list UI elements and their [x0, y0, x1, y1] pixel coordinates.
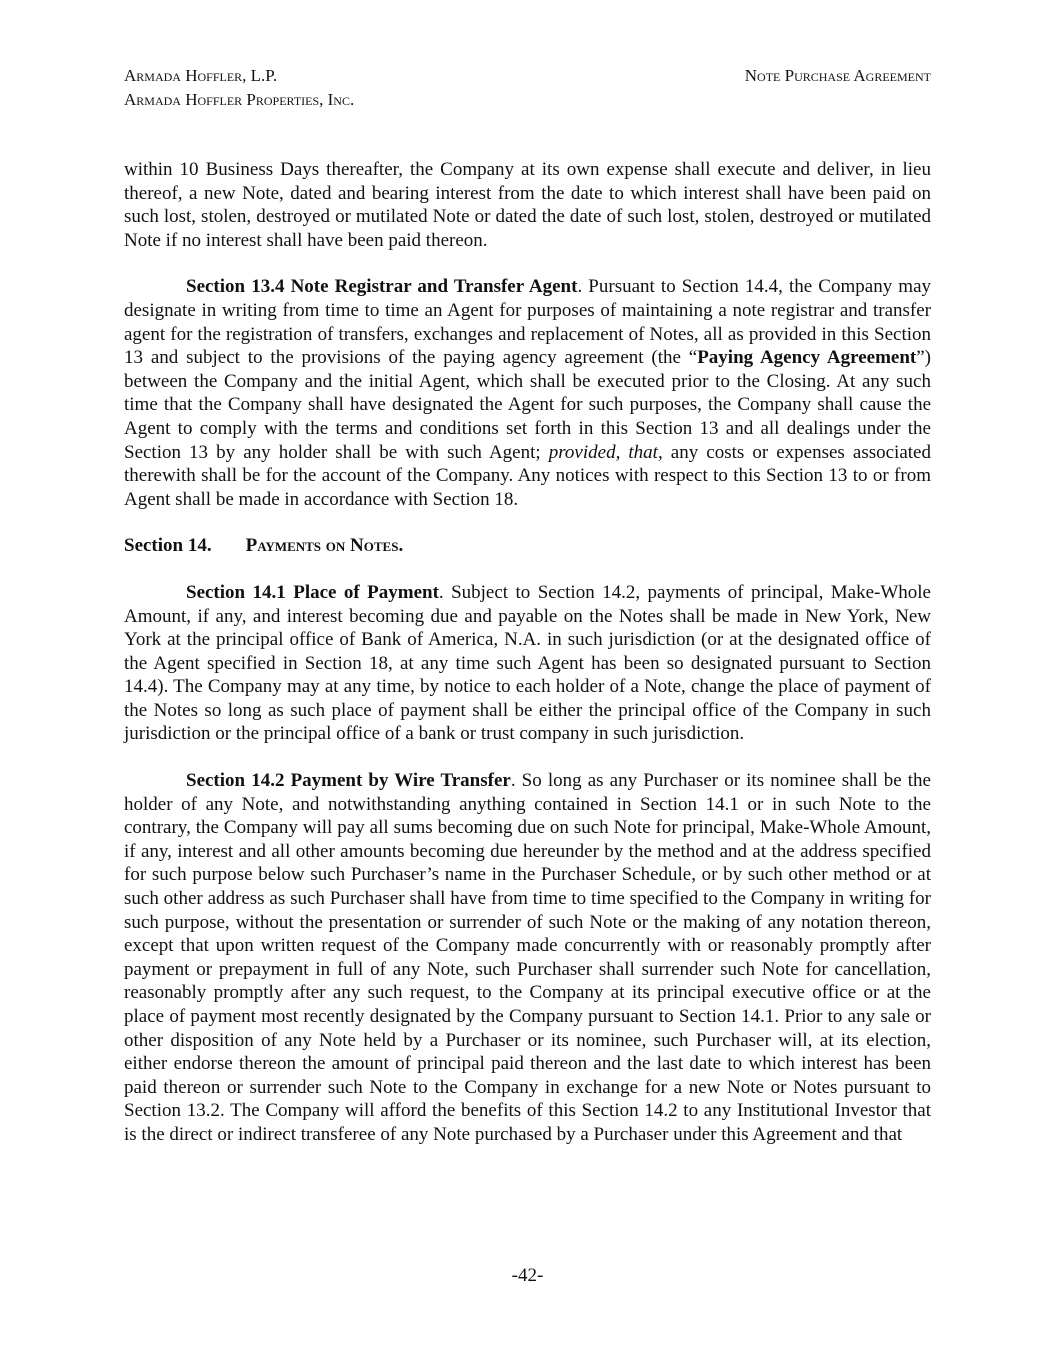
page-header [124, 64, 931, 112]
section-14-label: Section 14. [124, 535, 212, 557]
paragraph-continuation: within 10 Business Days thereafter, the Company at its own expense shall execute and deliver, in lieu thereof, a new Note, dated and bearing interest from the date to which interest shall have been paid on such lost, stolen, destroyed or mutilated Note or dated the date of such lost, stolen, destroyed or mutilated Note if no interest shall have been paid thereon. [124, 159, 931, 251]
section-13-4-text-c: any costs or expenses associated therewith shall be for the account of the Company. Any notices with respect to this Section 13 to or from Agent shall be made in accordance with Section 18. [124, 441, 931, 510]
header-parties [124, 64, 354, 112]
section-14-1 [124, 581, 931, 746]
section-14-1-heading: Section 14.1 Place of Payment [186, 581, 439, 603]
section-14-2-text: . So long as any Purchaser or its nominee shall be the holder of any Note, and notwithstanding anything contained in Section 14.1 or in such Note to the contrary, the Company will pay all sums becoming due on such Note for principal, Make-Whole Amount, if any, interest and all other amounts becoming due hereunder by the method and at the address specified for such purpose below such Purchaser’s name in the Purchaser Schedule, or by such other method or at such other address as such Purchaser shall have from time to time specified to the Company in writing for such purpose, without the presentation or surrender of such Note or the making of any notation thereon, except that upon written request of the Company made concurrently with or reasonably promptly after payment or prepayment in full of any Note, such Purchaser shall surrender such Note for cancellation, reasonably promptly after any such request, to the Company at its principal executive office or at the place of payment most recently designated by the Company pursuant to Section 14.1. Prior to any sale or other disposition of any Note held by a Purchaser or its nominee, such Purchaser will, at its election, either endorse thereon the amount of principal paid thereon and the last date to which interest has been paid thereon or surrender such Note to the Company in exchange for a new Note or Notes pursuant to Section 13.2. The Company will afford the benefits of this Section 14.2 to any Institutional Investor that is the direct or indirect transferee of any Note purchased by a Purchaser under this Agreement and that [124, 770, 931, 1145]
header-party-2: Armada Hoffler Properties, Inc. [124, 90, 355, 109]
document-page [124, 64, 931, 1170]
defined-term-paying-agency-agreement: Paying Agency Agreement [697, 347, 917, 369]
header-document-title: Note Purchase Agreement [744, 66, 931, 85]
section-14-title-end: . [398, 535, 404, 557]
section-13-4 [124, 275, 931, 511]
section-14-heading [124, 534, 931, 558]
section-14-2-heading: Section 14.2 Payment by Wire Transfer [186, 770, 511, 792]
section-14-title: Payments on Notes [245, 535, 399, 557]
page-number: -42- [511, 1265, 544, 1286]
section-13-4-heading: Section 13.4 Note Registrar and Transfer Agent [186, 276, 578, 298]
document-body [124, 158, 931, 1147]
header-party-1: Armada Hoffler, L.P. [124, 66, 278, 85]
section-14-1-text: . Subject to Section 14.2, payments of principal, Make-Whole Amount, if any, and interest becoming due and payable on the Notes shall be made in New York, New York at the principal office of Bank of America, N.A. in such jurisdiction (or at the designated office of the Agent specified in Section 18, at any time such Agent has been so designated pursuant to Section 14.4). The Company may at any time, by notice to each holder of a Note, change the place of payment of the Notes so long as such place of payment shall be either the principal office of the Company in such jurisdiction or the principal office of a bank or trust company in such jurisdiction. [124, 581, 931, 745]
section-13-4-text-a: . Pursuant to Section 14.4, the Company may designate in writing from time to time an Agent for purposes of maintaining a note registrar and transfer agent for the registration of transfers, exchanges and replacement of Notes, all as provided in this Section 13 and subject to the provisions of the paying agency agreement (the “ [124, 276, 932, 369]
section-14-2 [124, 769, 931, 1147]
section-13-4-text-b: ”) between the Company and the initial Agent, which shall be executed prior to the Closing. At any such time that the Company shall have designated the Agent for such purposes, the Company shall cause the Agent to comply with the terms and conditions set forth in this Section 13 and all dealings under the Section 13 by any holder shall be with such Agent; [124, 347, 931, 463]
section-13-4-proviso: provided, that, [548, 441, 663, 463]
